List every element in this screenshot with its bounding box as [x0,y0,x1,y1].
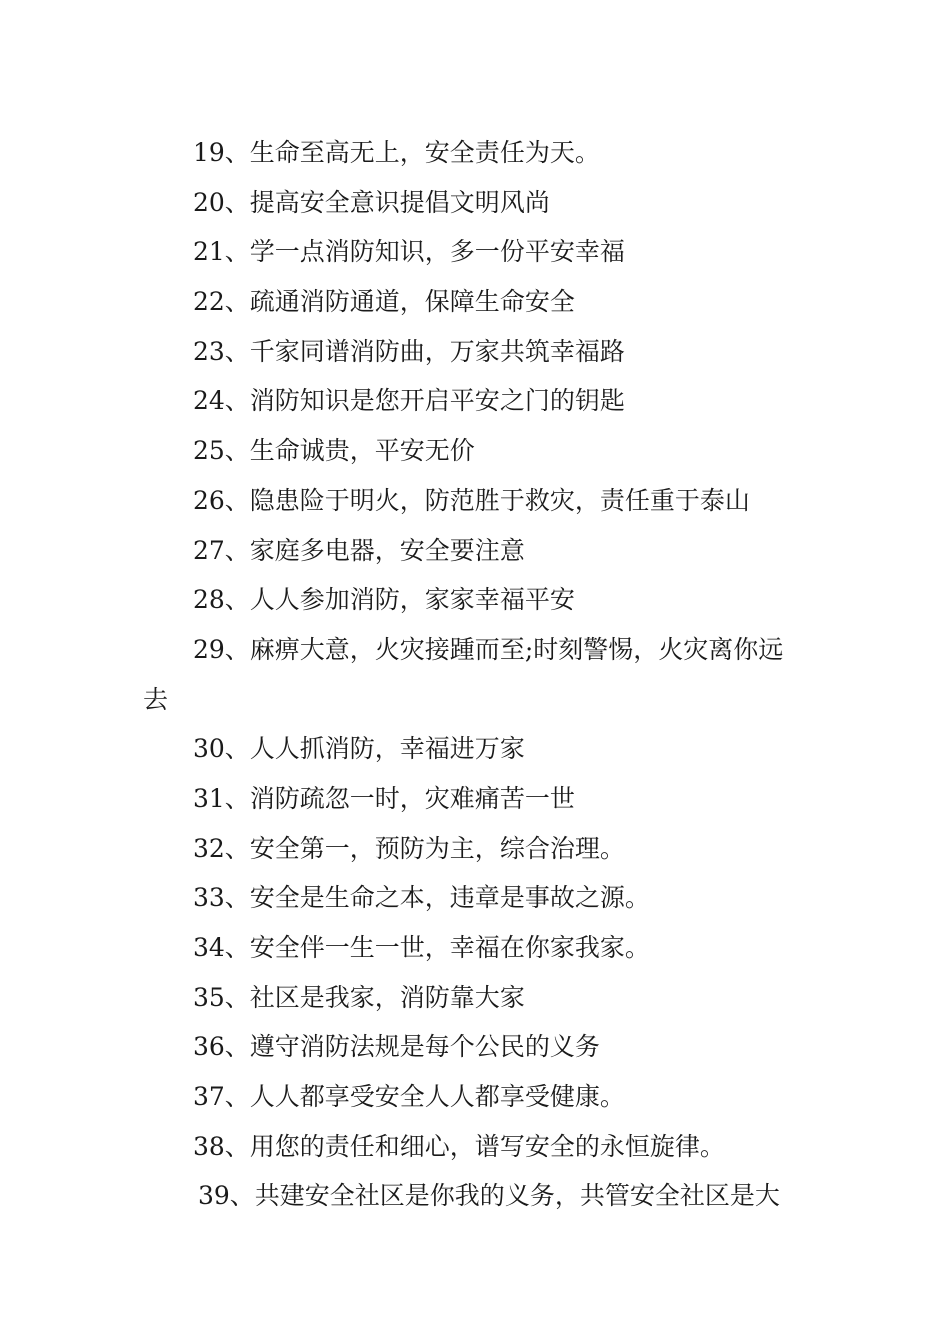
slogan-line: 30、人人抓消防，幸福进万家 [193,734,525,764]
slogan-line: 38、用您的责任和细心，谱写安全的永恒旋律。 [193,1131,725,1161]
slogan-line: 36、遵守消防法规是每个公民的义务 [193,1032,600,1062]
slogan-line: 28、人人参加消防，家家幸福平安 [193,585,575,615]
slogan-line: 37、人人都享受安全人人都享受健康。 [193,1082,625,1112]
slogan-line: 22、疏通消防通道，保障生命安全 [193,287,575,317]
slogan-line: 19、生命至高无上，安全责任为天。 [193,138,600,167]
slogan-line: 39、共建安全社区是你我的义务，共管安全社区是大 [198,1181,780,1211]
slogan-line: 34、安全伴一生一世，幸福在你家我家。 [193,933,650,962]
slogan-list [143,128,813,1221]
slogan-line: 32、安全第一，预防为主，综合治理。 [193,833,625,863]
slogan-line: 26、隐患险于明火，防范胜于救灾，责任重于泰山 [193,485,750,515]
slogan-line: 24、消防知识是您开启平安之门的钥匙 [193,386,625,416]
slogan-line: 23、千家同谱消防曲，万家共筑幸福路 [193,336,625,366]
slogan-line: 29、麻痹大意，火灾接踵而至;时刻警惕，火灾离你远 [193,634,784,664]
slogan-line: 25、生命诚贵，平安无价 [193,436,475,466]
slogan-line: 20、提高安全意识提倡文明风尚 [193,187,550,217]
slogan-line-continuation: 去 [143,684,169,714]
slogan-line: 31、消防疏忽一时，灾难痛苦一世 [193,783,575,813]
slogan-line: 21、学一点消防知识，多一份平安幸福 [193,237,625,267]
slogan-line: 27、家庭多电器，安全要注意 [193,535,525,565]
slogan-line: 33、安全是生命之本，违章是事故之源。 [193,883,650,913]
slogan-line: 35、社区是我家，消防靠大家 [193,982,525,1012]
